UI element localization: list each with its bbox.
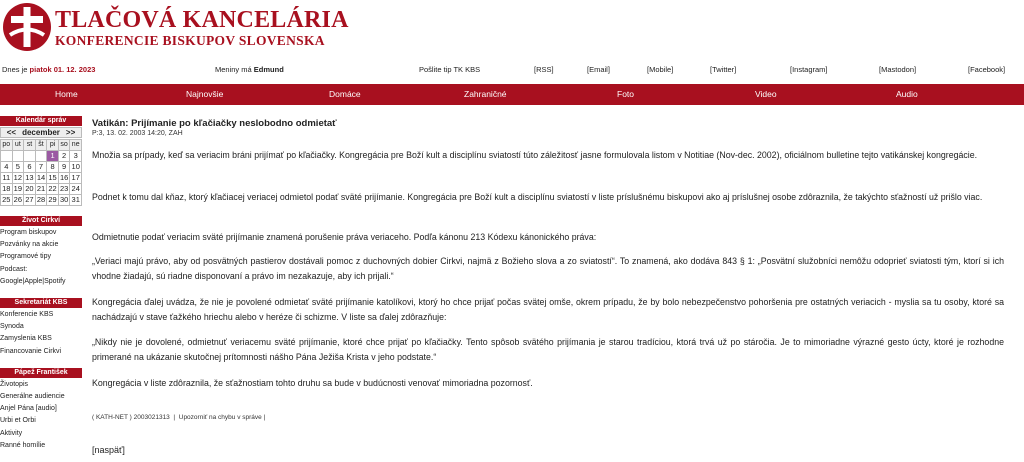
sidebar bbox=[0, 116, 82, 452]
calendar-day[interactable]: 2 bbox=[59, 151, 70, 161]
calendar-day-header: ne bbox=[71, 141, 80, 148]
calendar-day[interactable]: 13 bbox=[25, 173, 34, 182]
calendar-day[interactable]: 17 bbox=[71, 173, 80, 182]
sekretariat-section bbox=[0, 298, 82, 358]
email-link[interactable]: [Email] bbox=[587, 65, 610, 74]
calendar-next-button[interactable]: >> bbox=[65, 128, 76, 137]
calendar-heading: Kalendár správ bbox=[0, 116, 82, 126]
mobile-link[interactable]: [Mobile] bbox=[647, 65, 674, 74]
sidebar-item-programove-tipy[interactable]: Programové tipy bbox=[0, 253, 51, 261]
sidebar-item-urbi-et-orbi[interactable]: Urbi et Orbi bbox=[0, 417, 36, 425]
logo-text bbox=[55, 7, 349, 48]
site-logo[interactable] bbox=[2, 2, 349, 52]
nav-home[interactable]: Home bbox=[55, 89, 78, 99]
article-source: ( KATH-NET ) 2003021313 bbox=[92, 414, 170, 421]
sekretariat-heading: Sekretariát KBS bbox=[0, 298, 82, 308]
calendar-day[interactable]: 7 bbox=[36, 162, 47, 172]
calendar-month-label: december bbox=[22, 128, 60, 137]
article-footer bbox=[92, 410, 265, 425]
instagram-link[interactable]: [Instagram] bbox=[790, 65, 828, 74]
calendar-day[interactable]: 22 bbox=[48, 184, 57, 193]
article-meta: P:3, 13. 02. 2003 14:20, ZAH bbox=[92, 130, 183, 137]
calendar-day[interactable]: 19 bbox=[13, 184, 23, 193]
calendar-day[interactable]: 24 bbox=[71, 184, 80, 193]
calendar-day[interactable]: 14 bbox=[36, 173, 46, 182]
calendar-day[interactable]: 31 bbox=[71, 195, 80, 204]
sidebar-item-financovanie[interactable]: Financovanie Cirkvi bbox=[0, 347, 62, 355]
back-link[interactable]: [naspäť] bbox=[92, 445, 125, 455]
calendar-empty-cell bbox=[1, 151, 12, 161]
info-bar bbox=[0, 65, 1024, 77]
calendar-month-nav bbox=[0, 127, 82, 138]
zivot-cirkvi-heading: Život Cirkví bbox=[0, 216, 82, 226]
calendar-empty-cell bbox=[36, 151, 47, 161]
sidebar-item-program-biskupov[interactable]: Program biskupov bbox=[0, 229, 57, 236]
calendar-day[interactable]: 18 bbox=[2, 184, 11, 193]
calendar-day[interactable]: 10 bbox=[71, 162, 80, 171]
nameday-value: Edmund bbox=[253, 65, 284, 74]
calendar-day-header: št bbox=[36, 140, 47, 150]
sidebar-item-konferencie[interactable]: Konferencie KBS bbox=[0, 311, 54, 319]
nameday-prefix: Meniny má bbox=[215, 65, 252, 74]
date-value: piatok 01. 12. 2023 bbox=[29, 65, 96, 74]
article-paragraph: Kongregácia v liste zdôraznila, že sťažnostiam tohto druhu sa bude v budúcnosti venovať mimoriadna pozornosť. bbox=[92, 378, 533, 388]
twitter-link[interactable]: [Twitter] bbox=[710, 65, 737, 74]
logo-title: TLAČOVÁ KANCELÁRIA bbox=[55, 6, 349, 33]
sidebar-item-pozvanky[interactable]: Pozvánky na akcie bbox=[0, 241, 59, 249]
date-info bbox=[2, 65, 95, 74]
calendar-day[interactable]: 12 bbox=[13, 173, 23, 182]
article bbox=[92, 118, 1004, 455]
calendar-day-today[interactable]: 1 bbox=[47, 151, 58, 161]
footer-separator: | bbox=[173, 414, 176, 421]
calendar-day[interactable]: 30 bbox=[59, 195, 69, 204]
sidebar-item-podcast: Podcast: bbox=[0, 265, 28, 273]
nameday-info bbox=[215, 65, 284, 74]
calendar-grid bbox=[0, 139, 82, 206]
nav-zahranicne[interactable]: Zahraničné bbox=[464, 89, 507, 99]
calendar-day-header: so bbox=[60, 141, 68, 148]
calendar-day[interactable]: 27 bbox=[25, 195, 34, 204]
calendar-day-header: st bbox=[24, 140, 35, 150]
calendar-day[interactable]: 20 bbox=[25, 184, 34, 193]
rss-link[interactable]: [RSS] bbox=[534, 65, 554, 74]
nav-video[interactable]: Video bbox=[755, 89, 777, 99]
main-nav bbox=[0, 84, 1024, 105]
calendar-empty-cell bbox=[24, 151, 35, 161]
calendar-day[interactable]: 8 bbox=[47, 162, 58, 172]
calendar-empty-cell bbox=[13, 151, 24, 161]
papez-section bbox=[0, 368, 82, 452]
nav-audio[interactable]: Audio bbox=[896, 89, 918, 99]
article-paragraph: Kongregácia ďalej uvádza, že nie je povolené odmietať sväté prijímanie katolíkovi, ktorý ho chce prijať počas svätej omše, okrem prípadu, že by bolo nebezpečenstvo pohoršenia pre ostatných veriacich - myslia sa tu osoby, ktoré sa nachádzajú v stave ťažkého hriechu alebo v heréze či schizme. V liste sa ďalej zdôrazňuje: bbox=[92, 297, 1004, 322]
article-paragraph: Odmietnutie podať veriacim sväté prijímanie znamená porušenie práva veriaceho. Podľa kánonu 213 Kódexu kánonického práva: bbox=[92, 232, 597, 242]
calendar-prev-button[interactable]: << bbox=[6, 128, 17, 137]
calendar-day[interactable]: 29 bbox=[48, 195, 57, 204]
article-paragraph: Podnet k tomu dal kňaz, ktorý kľačiacej veriacej odmietol podať sväté prijímanie. Kongregácia pre Boží kult a disciplínu sviatostí v liste príslušnému biskupovi ako aj príslušnej osobe zdôraznila, že takýchto sťažností už prišlo viac. bbox=[92, 192, 983, 202]
calendar-day-header: ut bbox=[13, 140, 24, 150]
sidebar-item-aktivity[interactable]: Aktivity bbox=[0, 429, 23, 437]
sidebar-item-zivotopis[interactable]: Životopis bbox=[0, 380, 29, 388]
calendar-day[interactable]: 5 bbox=[13, 162, 24, 172]
article-quote: „Nikdy nie je dovolené, odmietnuť veriacemu sväté prijímanie, ktoré chce prijať po kľačiačky. Tento spôsob svätého prijímania je starou tradíciou, ktorá trvá už po stáročia. Je to mimoriadne výrazné gesto úcty, ktoré je rozhodne primerané na ukázanie skutočnej prítomnosti nášho Pána Ježiša Krista v jeho podstate.“ bbox=[92, 337, 1004, 362]
calendar-day[interactable]: 11 bbox=[2, 173, 11, 182]
news-calendar bbox=[0, 116, 82, 206]
sidebar-item-anjel-pana[interactable]: Anjel Pána [audio] bbox=[0, 405, 57, 413]
sidebar-item-ranne-homilie[interactable]: Ranné homílie bbox=[0, 441, 46, 449]
calendar-day[interactable]: 25 bbox=[2, 195, 11, 204]
article-quote: „Veriaci majú právo, aby od posvätných pastierov dostávali pomoc z duchovných dobier Cirkvi, najmä z Božieho slova a zo sviatostí“. To znamená, ako dodáva 843 § 1: „Posvätní služobníci nemôžu odoprieť sviatosti tým, ktorí si ich vhodne žiadajú, sú riadne disponovaní a právo im nezakazuje, aby ich prijali.“ bbox=[92, 256, 1004, 281]
kbs-cross-logo-icon bbox=[2, 2, 52, 52]
calendar-day[interactable]: 9 bbox=[59, 162, 70, 172]
nav-foto[interactable]: Foto bbox=[617, 89, 635, 99]
article-paragraph: Množia sa prípady, keď sa veriacim bráni prijímať po kľačiačky. Kongregácia pre Boží kult a disciplínu sviatostí túto záležitosť jasne formulovala listom v Notitiae (Nov-dec. 2002), oficiálnom bulletine tejto vatikánskej kongregácie. bbox=[92, 150, 978, 160]
calendar-day[interactable]: 15 bbox=[48, 173, 57, 182]
calendar-day[interactable]: 26 bbox=[13, 195, 23, 204]
date-prefix: Dnes je bbox=[2, 65, 28, 74]
calendar-day[interactable]: 21 bbox=[36, 184, 46, 193]
article-title: Vatikán: Prijímanie po kľačiačky neslobodno odmietať bbox=[92, 118, 337, 129]
facebook-link[interactable]: [Facebook] bbox=[968, 65, 1006, 74]
sidebar-item-audiencie[interactable]: Generálne audiencie bbox=[0, 393, 65, 401]
papez-heading: Pápež František bbox=[0, 368, 82, 378]
calendar-day[interactable]: 6 bbox=[24, 162, 35, 172]
nav-domace[interactable]: Domáce bbox=[329, 89, 361, 99]
calendar-day[interactable]: 16 bbox=[59, 173, 69, 182]
calendar-day[interactable]: 4 bbox=[1, 162, 12, 172]
sidebar-item-synoda[interactable]: Synoda bbox=[0, 323, 24, 331]
calendar-day[interactable]: 28 bbox=[36, 195, 46, 204]
calendar-day[interactable]: 3 bbox=[70, 151, 81, 161]
logo-subtitle: KONFERENCIE BISKUPOV SLOVENSKA bbox=[55, 32, 325, 48]
nav-najnovsie[interactable]: Najnovšie bbox=[186, 89, 224, 99]
zivot-cirkvi-section bbox=[0, 216, 82, 288]
mastodon-link[interactable]: [Mastodon] bbox=[879, 65, 917, 74]
send-tip-link[interactable]: Pošlite tip TK KBS bbox=[419, 65, 481, 74]
calendar-day-header: pi bbox=[47, 140, 58, 150]
report-error-link[interactable]: Upozorniť na chybu v správe | bbox=[178, 414, 266, 421]
sidebar-item-zamyslenia[interactable]: Zamyslenia KBS bbox=[0, 335, 52, 343]
sidebar-item-podcast-links[interactable]: Google|Apple|Spotify bbox=[0, 277, 66, 285]
calendar-day[interactable]: 23 bbox=[59, 184, 69, 193]
calendar-day-header: po bbox=[2, 141, 11, 148]
